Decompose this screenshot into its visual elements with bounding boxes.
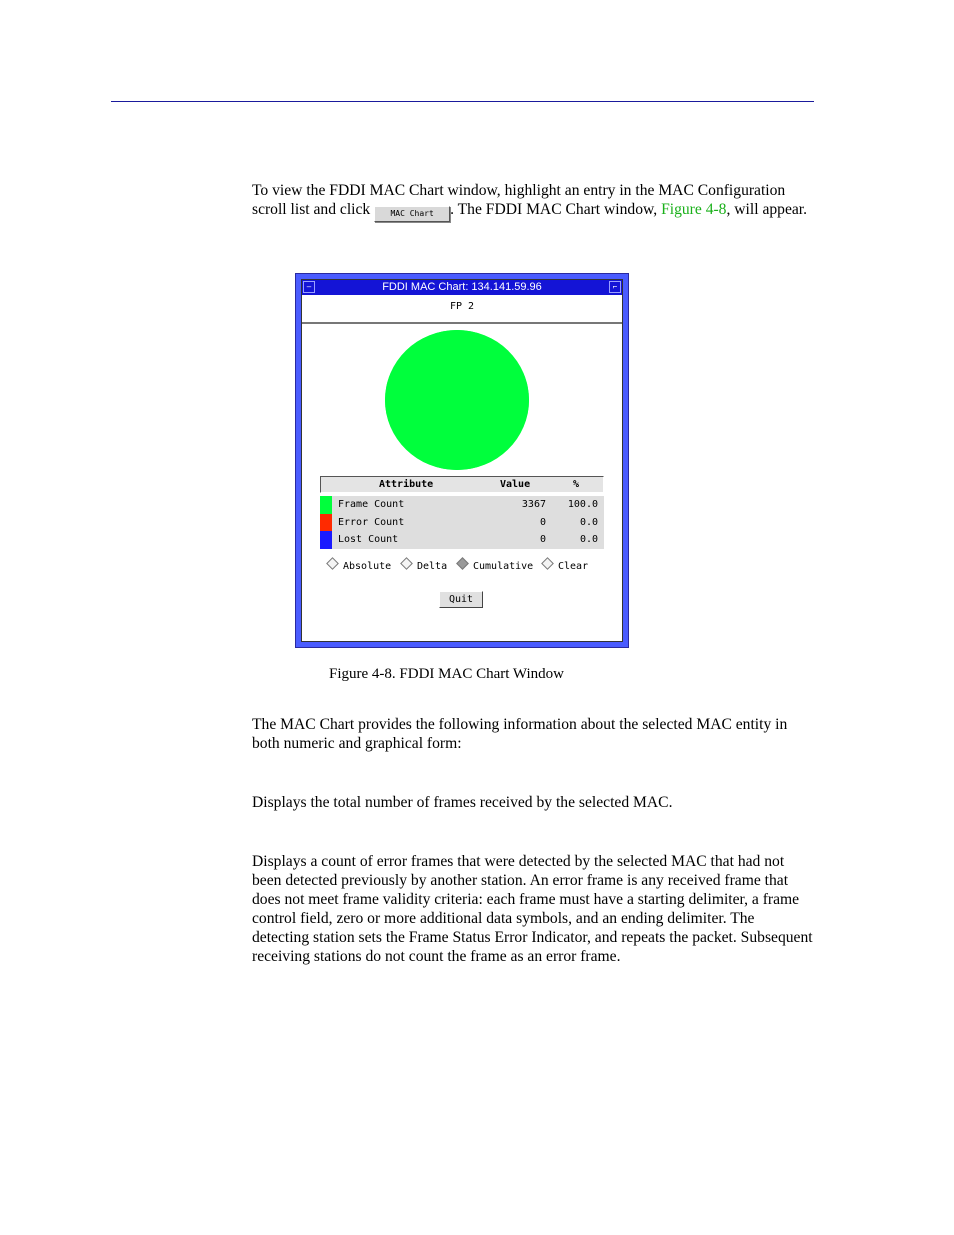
radio-diamond-icon [541,557,554,570]
row-percent: 0.0 [579,516,598,528]
frame-count-swatch [320,496,332,514]
header-rule [111,101,814,102]
header-attribute: Attribute [379,479,434,490]
paragraph-frame-count: Displays the total number of frames received by the selected MAC. [252,794,673,811]
row-percent: 0.0 [579,534,598,545]
stats-table [320,476,604,549]
table-row [320,531,604,549]
row-attribute: Error Count [338,516,405,528]
pie-slice-frame-count [385,330,529,470]
radio-diamond-icon [400,557,413,570]
window-body [301,279,623,642]
window-titlebar[interactable] [302,280,622,295]
window-menu-icon[interactable]: – [303,281,315,293]
figure-caption: Figure 4-8. FDDI MAC Chart Window [329,666,564,682]
radio-diamond-selected-icon [456,557,469,570]
radio-label: Cumulative [473,561,534,572]
chart-subtitle: FP 2 [302,296,622,324]
table-header [320,476,604,493]
row-value: 0 [539,534,546,545]
pie-chart-svg [385,330,529,470]
intro-text: To view the FDDI MAC Chart window, highlight an entry in the MAC Configuration scroll list and click [252,182,786,218]
radio-absolute[interactable] [328,559,391,575]
table-body [320,496,604,549]
row-attribute: Frame Count [338,499,405,510]
mac-chart-button-image: MAC Chart [374,206,450,222]
row-attribute: Lost Count [338,534,399,545]
row-value: 3367 [521,499,546,510]
mode-radio-group [328,559,618,575]
table-row [320,496,604,514]
row-percent: 100.0 [567,499,598,510]
header-percent: % [573,479,580,490]
paragraph-mac-chart-info: The MAC Chart provides the following information about the selected MAC entity in both numeric and graphical form: [252,716,788,752]
radio-label: Absolute [343,561,392,572]
table-row [320,514,604,532]
radio-clear[interactable] [543,559,588,575]
intro-text-3: , will appear. [726,201,808,218]
lost-count-swatch [320,531,332,549]
figure-link[interactable]: Figure 4-8 [661,201,727,218]
quit-button[interactable]: Quit [439,591,483,608]
error-count-swatch [320,514,332,532]
window-title: FDDI MAC Chart: 134.141.59.96 [382,281,542,293]
radio-delta[interactable] [402,559,447,575]
radio-label: Delta [417,561,448,572]
pie-chart [385,330,529,470]
paragraph-error-count: Displays a count of error frames that were detected by the selected MAC that had not been detected previously by another station. An error frame is any received frame that does not meet frame validity criteria: each frame must have a starting delimiter, a frame control field, zero or more additional data symbols, and an ending delimiter. The detecting station sets the Frame Status Error Indicator, and repeats the packet. Subsequent receiving stations do not count the frame as an error frame. [252,853,813,965]
radio-cumulative[interactable] [458,559,533,575]
window-resize-icon[interactable]: ⌐ [609,281,621,293]
mac-chart-window [295,273,629,648]
header-value: Value [500,479,531,490]
row-value: 0 [539,516,546,528]
radio-label: Clear [558,561,589,572]
radio-diamond-icon [326,557,339,570]
intro-text-2: . The FDDI MAC Chart window, [450,201,662,218]
intro-paragraph [252,181,814,222]
